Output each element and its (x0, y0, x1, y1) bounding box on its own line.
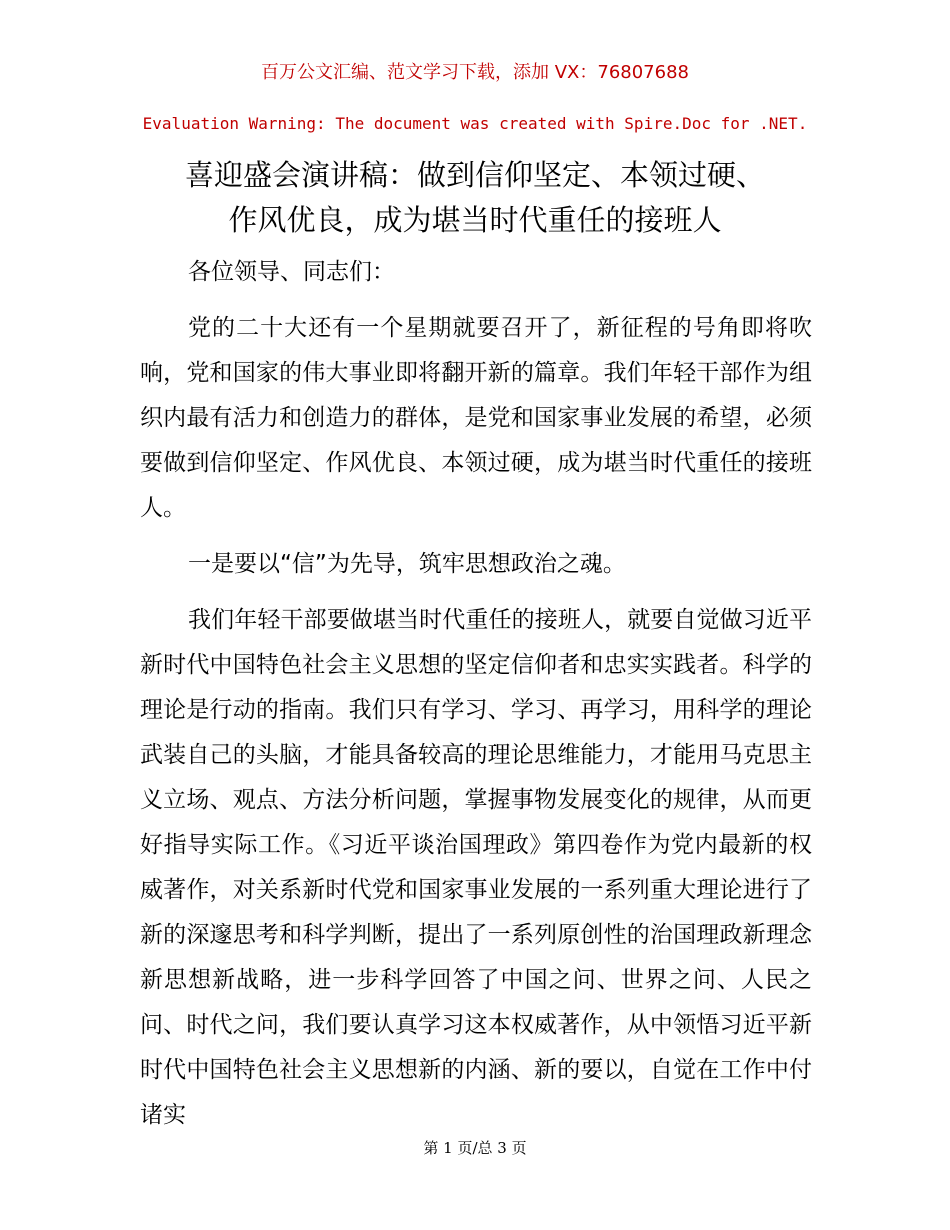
document-body (140, 250, 812, 1149)
page-footer: 第 1 页/总 3 页 (423, 1139, 527, 1157)
evaluation-warning: Evaluation Warning: The document was created with Spire.Doc for .NET. (142, 114, 808, 133)
paragraph: 党的二十大还有一个星期就要召开了，新征程的号角即将吹响，党和国家的伟大事业即将翻开新的篇章。我们年轻干部作为组织内最有活力和创造力的群体，是党和国家事业发展的希望，必须要做到信仰坚定、作风优良、本领过硬，成为堪当时代重任的接班人。 (140, 315, 812, 521)
salutation: 各位领导、同志们： (188, 259, 395, 285)
title-line-2: 作风优良，成为堪当时代重任的接班人 (228, 203, 722, 237)
section-heading: 一是要以“信”为先导，筑牢思想政治之魂。 (188, 551, 626, 577)
paragraph: 我们年轻干部要做堪当时代重任的接班人，就要自觉做习近平新时代中国特色社会主义思想的坚定信仰者和忠实实践者。科学的理论是行动的指南。我们只有学习、学习、再学习，用科学的理论武装自己的头脑，才能具备较高的理论思维能力，才能用马克思主义立场、观点、方法分析问题，掌握事物发展变化的规律，从而更好指导实际工作。《习近平谈治国理政》第四卷作为党内最新的权威著作，对关系新时代党和国家事业发展的一系列重大理论进行了新的深邃思考和科学判断，提出了一系列原创性的治国理政新理念新思想新战略，进一步科学回答了中国之问、世界之问、人民之问、时代之问，我们要认真学习这本权威著作，从中领悟习近平新时代中国特色社会主义思想新的内涵、新的要以，自觉在工作中付诸实 (140, 607, 812, 1128)
header-ad-text: 百万公文汇编、范文学习下载，添加 VX：76807688 (261, 62, 689, 83)
document-title (120, 153, 830, 243)
title-line-1: 喜迎盛会演讲稿：做到信仰坚定、本领过硬、 (184, 158, 765, 192)
